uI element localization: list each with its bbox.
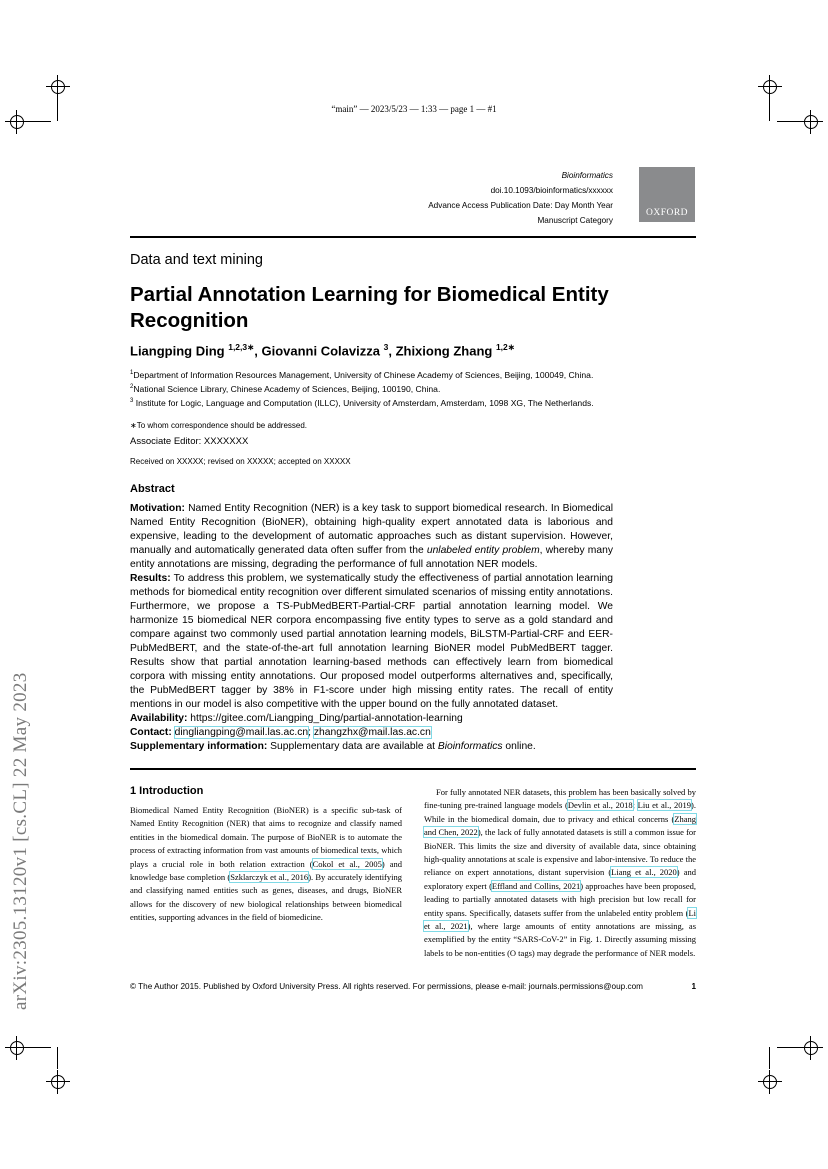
journal-category: Manuscript Category: [537, 216, 613, 225]
crop-mark-top-right-a: [758, 75, 782, 99]
crop-mark-bottom-left-a: [5, 1036, 29, 1060]
supplementary-text: online.: [502, 741, 536, 752]
citation-link[interactable]: Zhang and Chen, 2022: [424, 813, 696, 838]
citation-link[interactable]: Liang et al., 2020: [611, 867, 677, 878]
abstract-supplementary: [130, 740, 613, 754]
supplementary-label: Supplementary information:: [130, 741, 268, 752]
paragraph-text: ). By accurately identifying and classifying named entities such as genes, diseases, and drugs, BioNER allows for the discovery of new biological relationships between biomedical entities, supporting advances in the field of biomedicine.: [130, 872, 402, 923]
intro-paragraph: [424, 786, 696, 960]
correspondence-note: ∗To whom correspondence should be addressed.: [130, 421, 308, 430]
motivation-text: , whereby many entity annotations are missing, degrading the performance of full annotation NER models.: [130, 545, 613, 570]
paragraph-text: ), the lack of fully annotated datasets is still a common issue for BioNER. This limits the size and diversity of available data, since obtaining high-quality annotations at scale is expensive and labor-intensive. To reduce the reliance on expert annotations, distant supervision (: [424, 827, 697, 878]
paragraph-text: Biomedical Named Entity Recognition (BioNER) is a specific sub-task of Named Entity Recognition (NER) that aims to recognize and classify named entities in the biomedical domain. The purpose of BioNER is to automate the process of extracting information from vast amounts of biomedical texts, which plays a crucial role in both relation extraction (: [130, 805, 402, 869]
journal-access: Advance Access Publication Date: Day Month Year: [428, 201, 613, 210]
paragraph-text: ) approaches have been proposed, leading to partially annotated datasets with high precision but low recall for entity spans. Specifically, datasets suffer from the unlabeled entity problem (: [424, 880, 697, 918]
paragraph-text: ) and knowledge base completion (: [130, 858, 402, 883]
paragraph-text: ). While in the biomedical domain, due to privacy and ethical concerns (: [424, 800, 697, 824]
author-name: Giovanni Colavizza: [261, 343, 380, 359]
author-name: Zhixiong Zhang: [395, 343, 493, 359]
intro-right-column: [424, 786, 696, 960]
availability-label: Availability:: [130, 713, 188, 724]
citation-link[interactable]: Effland and Collins, 2021: [491, 880, 581, 891]
author-sup: 1,2∗: [495, 342, 515, 352]
section-heading-introduction: 1 Introduction: [130, 785, 204, 797]
author-sup: 1,2,3∗: [228, 342, 255, 352]
intro-paragraph: [130, 804, 402, 925]
motivation-emphasis: unlabeled entity problem: [426, 545, 540, 556]
contact-email-link[interactable]: dingliangping@mail.las.ac.cn: [174, 727, 309, 738]
crop-mark-top-left-a: [46, 75, 70, 99]
crop-line: [777, 1047, 799, 1048]
motivation-label: Motivation:: [130, 503, 185, 514]
citation-link[interactable]: Liu et al., 2019: [637, 800, 692, 811]
citation-link[interactable]: Li et al., 2021: [424, 907, 696, 932]
top-rule: [130, 236, 696, 238]
paper-title: Partial Annotation Learning for Biomedical Entity Recognition: [130, 283, 609, 332]
crop-mark-bottom-right-a: [799, 1036, 823, 1060]
journal-name: Bioinformatics: [561, 171, 613, 180]
contact-label: Contact:: [130, 727, 172, 738]
associate-editor: Associate Editor: XXXXXXX: [130, 436, 249, 447]
author-sup: 3: [383, 342, 389, 352]
crop-mark-bottom-left-b: [46, 1070, 70, 1094]
crop-line: [769, 1047, 770, 1069]
crop-line: [29, 121, 51, 122]
results-label: Results:: [130, 573, 171, 584]
intro-left-column: [130, 804, 402, 925]
author-sep: ,: [388, 343, 396, 359]
page-footer: [130, 982, 696, 991]
contact-email-link[interactable]: zhangzhx@mail.las.ac.cn: [313, 727, 431, 738]
crop-line: [57, 1047, 58, 1069]
running-head: “main” — 2023/5/23 — 1:33 — page 1 — #1: [331, 104, 497, 114]
abstract-body: [130, 502, 613, 754]
abstract-contact: [130, 726, 613, 740]
citation-link[interactable]: Devlin et al., 2018: [567, 800, 633, 811]
results-text: To address this problem, we systematically study the effectiveness of partial annotation learning methods for biomedical entity recognition over different simulated scenarios of missing entity annotations. Furthermore, we propose a TS-PubMedBERT-Partial-CRF partial annotation learning model. We harmonize 15 biomedical NER corpora encompassing five entity types to serve as a gold standard and compare against two commonly used partial annotation learning models, BiLSTM-Partial-CRF and EER-PubMedBERT, and the state-of-the-art full annotation learning BioNER model PubMedBERT tagger. Results show that partial annotation learning-based methods can effectively learn from biomedical corpora with missing entity annotations. Our proposed model outperforms alternatives and, specifically, the PubMedBERT tagger by 38% in F1-score under high missing entity rates. The recall of entity mentions in our model is also competitive with the upper bound on the fully annotated dataset.: [130, 573, 613, 710]
affiliation-num: 2: [130, 384, 134, 391]
abstract-results: [130, 572, 613, 712]
crop-line: [29, 1047, 51, 1048]
received-dates: Received on XXXXX; revised on XXXXX; accepted on XXXXX: [130, 457, 351, 466]
oxford-logo-text: OXFORD: [645, 208, 689, 218]
affiliation: [130, 384, 440, 394]
motivation-text: Named Entity Recognition (NER) is a key task to support biomedical research. In Biomedical Named Entity Recognition (BioNER), obtaining high-quality expert annotated data is laborious and expensive, leading to the development of automatic approaches such as distant supervision. However, manually and automatically generated data often suffer from the: [130, 503, 613, 556]
citation-link[interactable]: Cokol et al., 2005: [312, 858, 382, 869]
affiliation: [130, 398, 594, 408]
contact-separator: ;: [308, 727, 314, 738]
arxiv-identifier: arXiv:2305.13120v1 [cs.CL] 22 May 2023: [10, 672, 31, 1010]
copyright-notice: © The Author 2015. Published by Oxford University Press. All rights reserved. For permissions, please e-mail: journals.permissions@oup.com: [130, 982, 643, 991]
affiliation-num: 1: [130, 370, 134, 377]
affiliation-text: Department of Information Resources Management, University of Chinese Academy of Sciences, Beijing, 100049, China.: [133, 370, 594, 380]
supplementary-journal: Bioinformatics: [437, 741, 503, 752]
affiliation-text: National Science Library, Chinese Academy of Sciences, Beijing, 100190, China.: [133, 384, 441, 394]
crop-mark-bottom-right-b: [758, 1070, 782, 1094]
affiliation: [130, 370, 593, 380]
affiliation-num: 3: [130, 398, 134, 405]
authors: [130, 342, 515, 358]
abstract-rule: [130, 768, 696, 770]
supplementary-text: Supplementary data are available at: [267, 741, 438, 752]
abstract-motivation: [130, 502, 613, 572]
abstract-availability: [130, 712, 613, 726]
paragraph-text: ) and exploratory expert (: [424, 867, 696, 891]
abstract-heading: Abstract: [130, 483, 175, 495]
page-number: 1: [691, 982, 696, 991]
journal-meta: [428, 168, 613, 228]
author-name: Liangping Ding: [130, 343, 225, 359]
citation-link[interactable]: Szklarczyk et al., 2016: [230, 872, 309, 883]
author-sep: ,: [254, 343, 262, 359]
affiliation-text: Institute for Logic, Language and Computation (ILLC), University of Amsterdam, Amsterdam, 1098 XG, The Netherlands.: [133, 398, 594, 408]
journal-doi: doi.10.1093/bioinformatics/xxxxxx: [490, 186, 613, 195]
crop-line: [777, 121, 799, 122]
paragraph-text: ), where large amounts of entity annotations are missing, as exemplified by the entity “SARS-CoV-2” in Fig. 1. Directly assuming missing labels to be non-entities (O tags) may degrade the performance of NER models.: [424, 921, 696, 958]
paragraph-text: ;: [632, 800, 638, 811]
oxford-logo: [639, 167, 695, 222]
paragraph-text: For fully annotated NER datasets, this problem has been basically solved by fine-tuning pre-trained language models (: [424, 787, 696, 811]
availability-link[interactable]: https://gitee.com/Liangping_Ding/partial-annotation-learning: [187, 713, 463, 724]
section-category: Data and text mining: [130, 252, 263, 268]
